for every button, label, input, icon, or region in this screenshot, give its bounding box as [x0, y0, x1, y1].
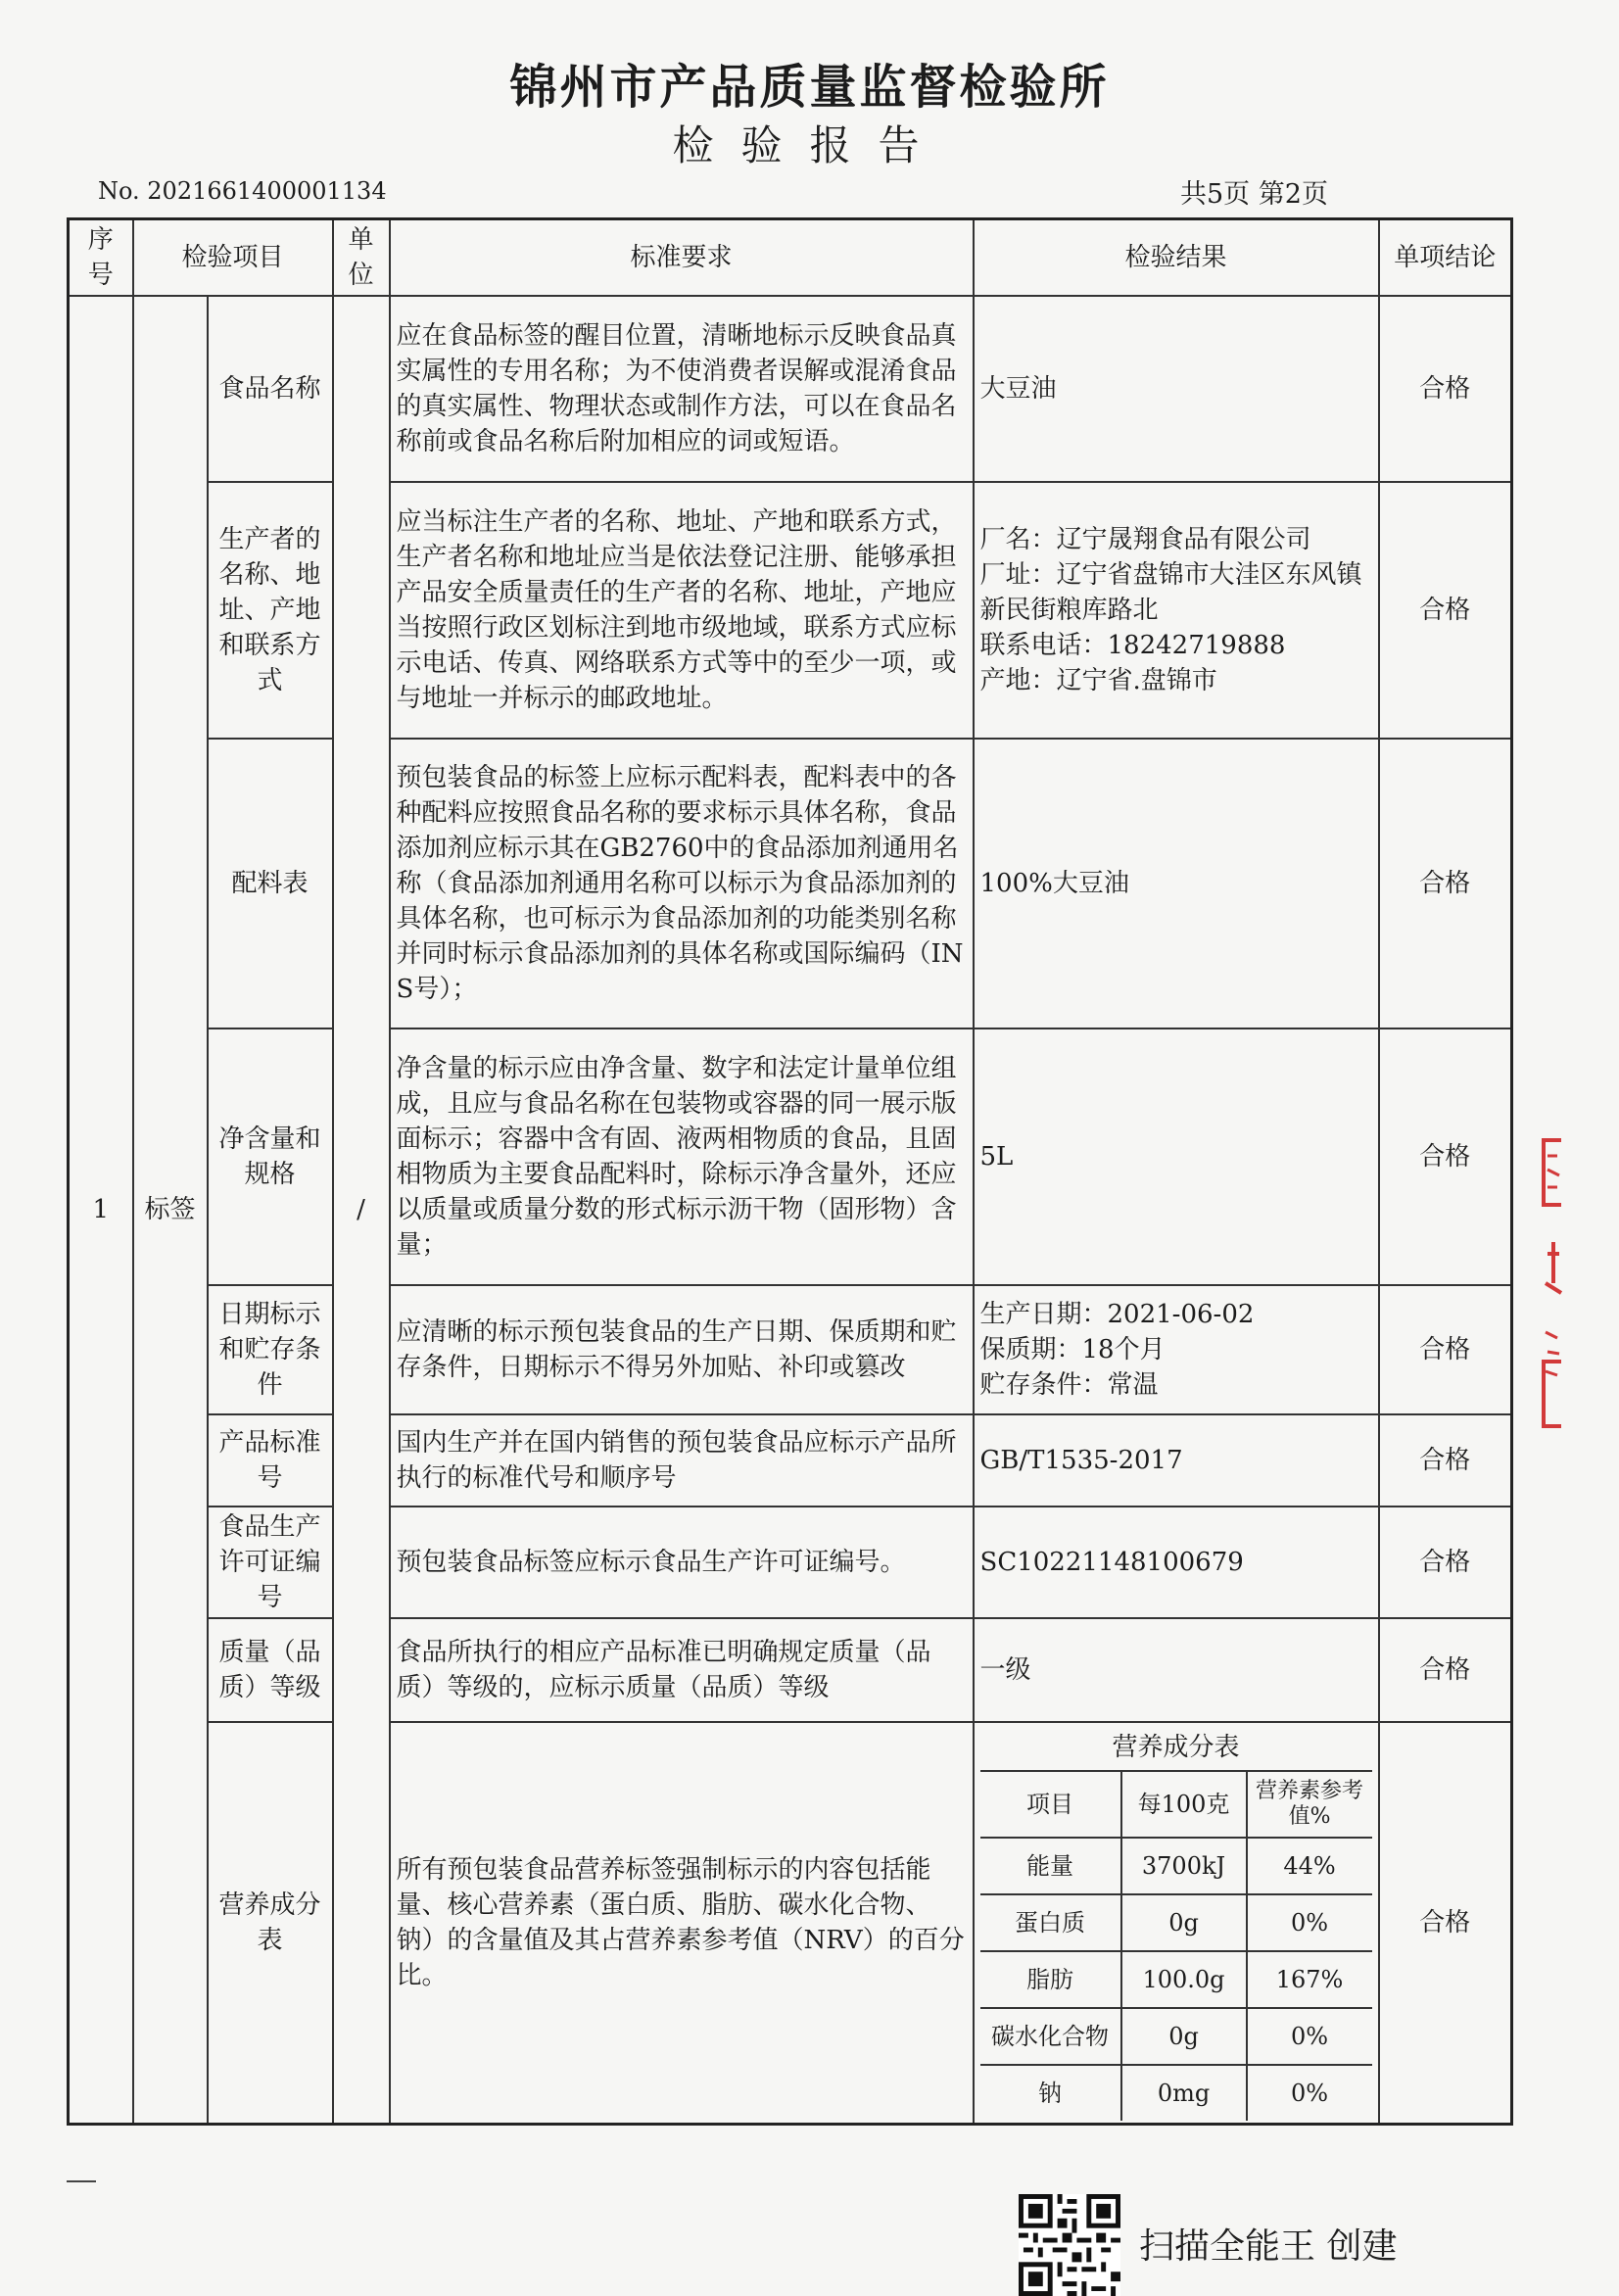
result-line: 生产日期：2021-06-02 — [979, 1300, 1255, 1329]
header-requirement: 标准要求 — [390, 219, 974, 297]
result-line: 贮存条件：常温 — [979, 1370, 1159, 1400]
table-row — [69, 1028, 1512, 1285]
result-cell — [974, 1285, 1379, 1414]
conclusion-cell: 合格 — [1379, 1028, 1512, 1285]
item-cell: 食品生产许可证编号 — [208, 1507, 333, 1618]
table-row — [69, 1507, 1512, 1618]
header-conclusion: 单项结论 — [1379, 219, 1512, 297]
item-cell: 食品名称 — [208, 296, 333, 482]
category-cell: 标签 — [133, 296, 208, 2125]
requirement-cell: 应在食品标签的醒目位置，清晰地标示反映食品真实属性的专用名称；为不使消费者误解或混淆食品的真实属性、物理状态或制作方法，可以在食品名称前或食品名称后附加相应的词或短语。 — [390, 296, 974, 482]
requirement-cell: 所有预包装食品营养标签强制标示的内容包括能量、核心营养素（蛋白质、脂肪、碳水化合物、钠）的含量值及其占营养素参考值（NRV）的百分比。 — [390, 1722, 974, 2125]
item-cell: 产品标准号 — [208, 1414, 333, 1507]
report-number: No. 2021661400001134 — [98, 177, 387, 205]
nutrition-entry — [980, 1894, 1372, 1951]
requirement-cell: 预包装食品标签应标示食品生产许可证编号。 — [390, 1507, 974, 1618]
header-item: 检验项目 — [133, 219, 333, 297]
table-row — [69, 739, 1512, 1028]
item-cell: 质量（品质）等级 — [208, 1618, 333, 1722]
nutrient-name: 能量 — [980, 1838, 1121, 1894]
table-row — [69, 482, 1512, 739]
item-cell: 生产者的名称、地址、产地和联系方式 — [208, 482, 333, 739]
result-cell — [974, 739, 1379, 1028]
result-cell — [974, 1028, 1379, 1285]
result-cell — [974, 1507, 1379, 1618]
result-line: 厂址：辽宁省盘锦市大洼区东风镇新民街粮库路北 — [979, 560, 1362, 625]
requirement-cell: 应当标注生产者的名称、地址、产地和联系方式，生产者名称和地址应当是依法登记注册、能够承担产品安全质量责任的生产者的名称、地址，产地应当按照行政区划标注到地市级地域，联系方式应标示电话、传真、网络联系方式等中的至少一项，或与地址一并标示的邮政地址。 — [390, 482, 974, 739]
nutrition-header: 项目 — [980, 1771, 1121, 1838]
result-line: 产地：辽宁省.盘锦市 — [979, 666, 1217, 695]
header-unit: 单位 — [333, 219, 390, 297]
nutrition-table-cell — [974, 1722, 1379, 2125]
requirement-cell: 应清晰的标示预包装食品的生产日期、保质期和贮存条件，日期标示不得另外加贴、补印或篡改 — [390, 1285, 974, 1414]
nutrition-entry — [980, 2065, 1372, 2121]
item-cell: 营养成分表 — [208, 1722, 333, 2125]
nutrition-entry — [980, 2008, 1372, 2065]
conclusion-cell: 合格 — [1379, 1618, 1512, 1722]
scanner-watermark: 扫描全能王 创建 — [1139, 2226, 1398, 2267]
conclusion-cell: 合格 — [1379, 1285, 1512, 1414]
conclusion-cell: 合格 — [1379, 1507, 1512, 1618]
nutrition-header: 营养素参考值% — [1247, 1771, 1372, 1838]
table-row — [69, 1285, 1512, 1414]
item-cell: 配料表 — [208, 739, 333, 1028]
nutrient-amount: 3700kJ — [1121, 1838, 1247, 1894]
result-line: 5L — [979, 1142, 1014, 1172]
result-line: GB/T1535-2017 — [979, 1446, 1183, 1475]
nutrient-name: 脂肪 — [980, 1951, 1121, 2008]
nutrition-row — [69, 1722, 1512, 2125]
result-cell — [974, 1414, 1379, 1507]
table-row — [69, 1618, 1512, 1722]
organization-name: 锦州市产品质量监督检验所 — [509, 60, 1110, 115]
nutrient-nrv: 44% — [1247, 1838, 1372, 1894]
seq-cell: 1 — [69, 296, 133, 2125]
requirement-cell: 净含量的标示应由净含量、数字和法定计量单位组成，且应与食品名称在包装物或容器的同一展示版面标示；容器中含有固、液两相物质的食品，且固相物质为主要食品配料时，除标示净含量外，还应以质量或质量分数的形式标示沥干物（固形物）含量； — [390, 1028, 974, 1285]
qr-code-icon — [1019, 2194, 1120, 2296]
nutrient-amount: 100.0g — [1121, 1951, 1247, 2008]
header-result: 检验结果 — [974, 219, 1379, 297]
result-cell — [974, 482, 1379, 739]
nutrition-entry — [980, 1951, 1372, 2008]
result-line: 大豆油 — [979, 374, 1057, 404]
seal-stamp-icon — [1536, 1136, 1565, 1430]
unit-cell: / — [333, 296, 390, 2125]
nutrient-amount: 0mg — [1121, 2065, 1247, 2121]
result-cell — [974, 296, 1379, 482]
page-bottom-mark — [67, 2180, 96, 2182]
result-cell — [974, 1618, 1379, 1722]
result-line: 保质期：18个月 — [979, 1335, 1166, 1364]
nutrition-header: 每100克 — [1121, 1771, 1247, 1838]
item-cell: 日期标示和贮存条件 — [208, 1285, 333, 1414]
nutrient-name: 钠 — [980, 2065, 1121, 2121]
page-info: 共5页 第2页 — [1180, 179, 1328, 210]
nutrition-entry — [980, 1838, 1372, 1894]
nutrient-nrv: 0% — [1247, 1894, 1372, 1951]
inspection-table — [67, 217, 1513, 2126]
table-header-row — [69, 219, 1512, 297]
nutrient-amount: 0g — [1121, 1894, 1247, 1951]
conclusion-cell: 合格 — [1379, 1722, 1512, 2125]
nutrient-nrv: 0% — [1247, 2065, 1372, 2121]
nutrient-amount: 0g — [1121, 2008, 1247, 2065]
result-line: 厂名：辽宁晟翔食品有限公司 — [979, 525, 1311, 554]
item-cell: 净含量和规格 — [208, 1028, 333, 1285]
result-line: 一级 — [979, 1655, 1031, 1685]
table-row — [69, 296, 1512, 482]
result-line: 100%大豆油 — [979, 869, 1129, 898]
table-row — [69, 1414, 1512, 1507]
nutrient-nrv: 0% — [1247, 2008, 1372, 2065]
requirement-cell: 预包装食品的标签上应标示配料表，配料表中的各种配料应按照食品名称的要求标示具体名称，食品添加剂应标示其在GB2760中的食品添加剂通用名称（食品添加剂通用名称可以标示为食品添加剂的具体名称，也可标示为食品添加剂的功能类别名称并同时标示食品添加剂的具体名称或国际编码（INS号）； — [390, 739, 974, 1028]
requirement-cell: 国内生产并在国内销售的预包装食品应标示产品所执行的标准代号和顺序号 — [390, 1414, 974, 1507]
header-seq: 序号 — [69, 219, 133, 297]
conclusion-cell: 合格 — [1379, 482, 1512, 739]
nutrition-title: 营养成分表 — [980, 1725, 1372, 1771]
conclusion-cell: 合格 — [1379, 1414, 1512, 1507]
nutrient-name: 碳水化合物 — [980, 2008, 1121, 2065]
conclusion-cell: 合格 — [1379, 739, 1512, 1028]
report-title: 检验报告 — [672, 121, 947, 169]
nutrient-nrv: 167% — [1247, 1951, 1372, 2008]
requirement-cell: 食品所执行的相应产品标准已明确规定质量（品质）等级的，应标示质量（品质）等级 — [390, 1618, 974, 1722]
result-line: 联系电话：18242719888 — [979, 631, 1286, 660]
result-line: SC10221148100679 — [979, 1548, 1244, 1577]
nutrition-table — [980, 1725, 1372, 2121]
conclusion-cell: 合格 — [1379, 296, 1512, 482]
nutrient-name: 蛋白质 — [980, 1894, 1121, 1951]
